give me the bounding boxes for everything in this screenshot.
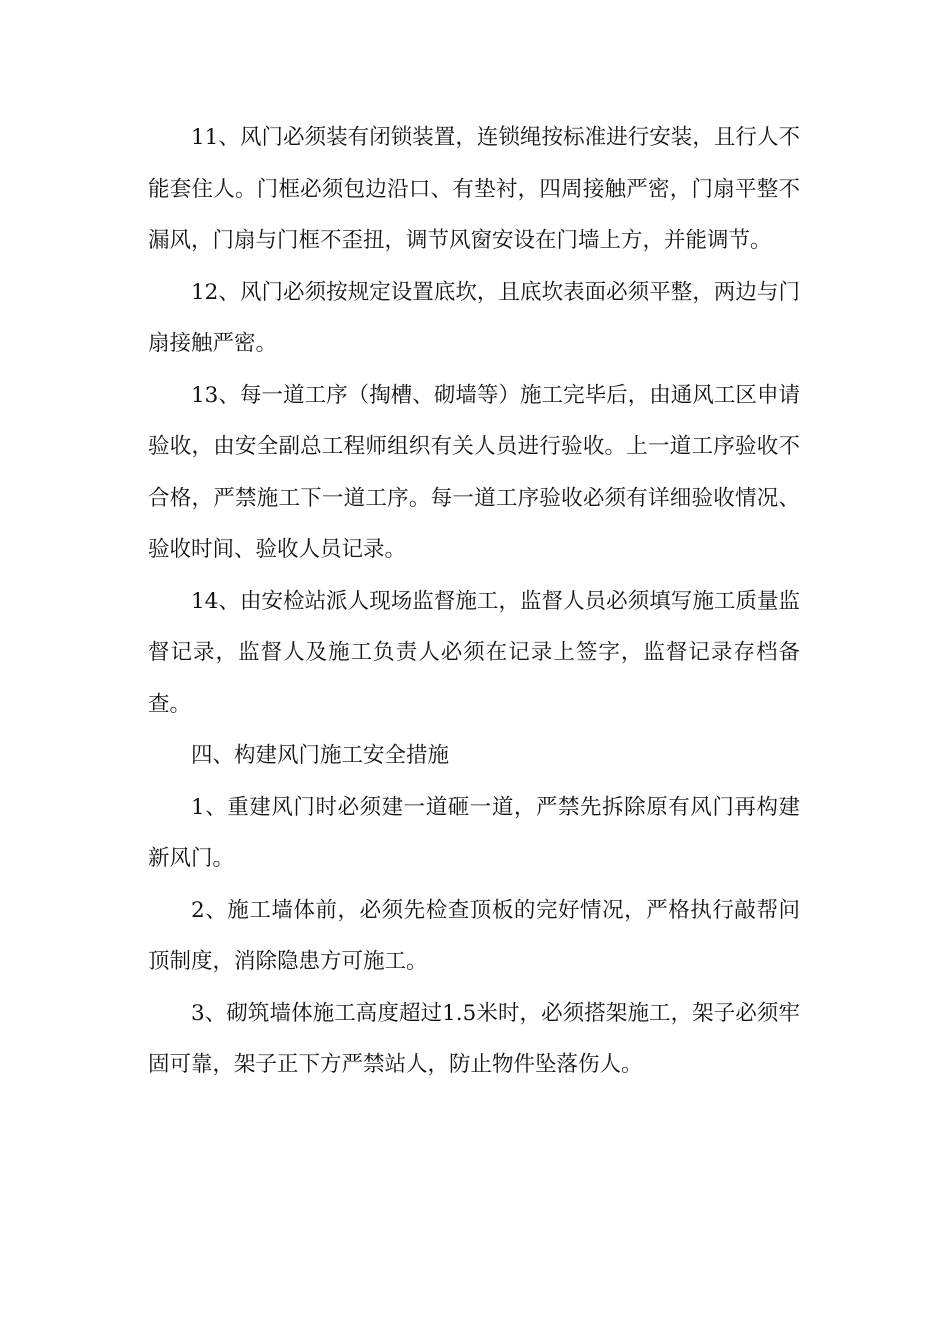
paragraph-item-12: 12、风门必须按规定设置底坎，且底坎表面必须平整，两边与门扇接触严密。 [148,279,800,356]
section-heading: 四、构建风门施工安全措施 [191,743,450,768]
document-body [148,112,800,1091]
paragraph-measure-1: 1、重建风门时必须建一道砸一道，严禁先拆除原有风门再构建新风门。 [148,794,800,871]
paragraph-item-11: 11、风门必须装有闭锁装置，连锁绳按标准进行安装，且行人不能套住人。门框必须包边沿口、有垫衬，四周接触严密，门扇平整不漏风，门扇与门框不歪扭，调节风窗安设在门墙上方，并能调节。 [148,125,800,253]
paragraph-item-14: 14、由安检站派人现场监督施工，监督人员必须填写施工质量监督记录，监督人及施工负责人必须在记录上签字，监督记录存档备查。 [148,588,800,717]
paragraph-measure-3: 3、砌筑墙体施工高度超过1.5米时，必须搭架施工，架子必须牢固可靠，架子正下方严禁站人，防止物件坠落伤人。 [148,1000,800,1077]
paragraph-item-13: 13、每一道工序（掏槽、砌墙等）施工完毕后，由通风工区申请验收，由安全副总工程师组织有关人员进行验收。上一道工序验收不合格，严禁施工下一道工序。每一道工序验收必须有详细验收情况、验收时间、验收人员记录。 [148,382,800,562]
paragraph-measure-2: 2、施工墙体前，必须先检查顶板的完好情况，严格执行敲帮问顶制度，消除隐患方可施工。 [148,897,800,974]
